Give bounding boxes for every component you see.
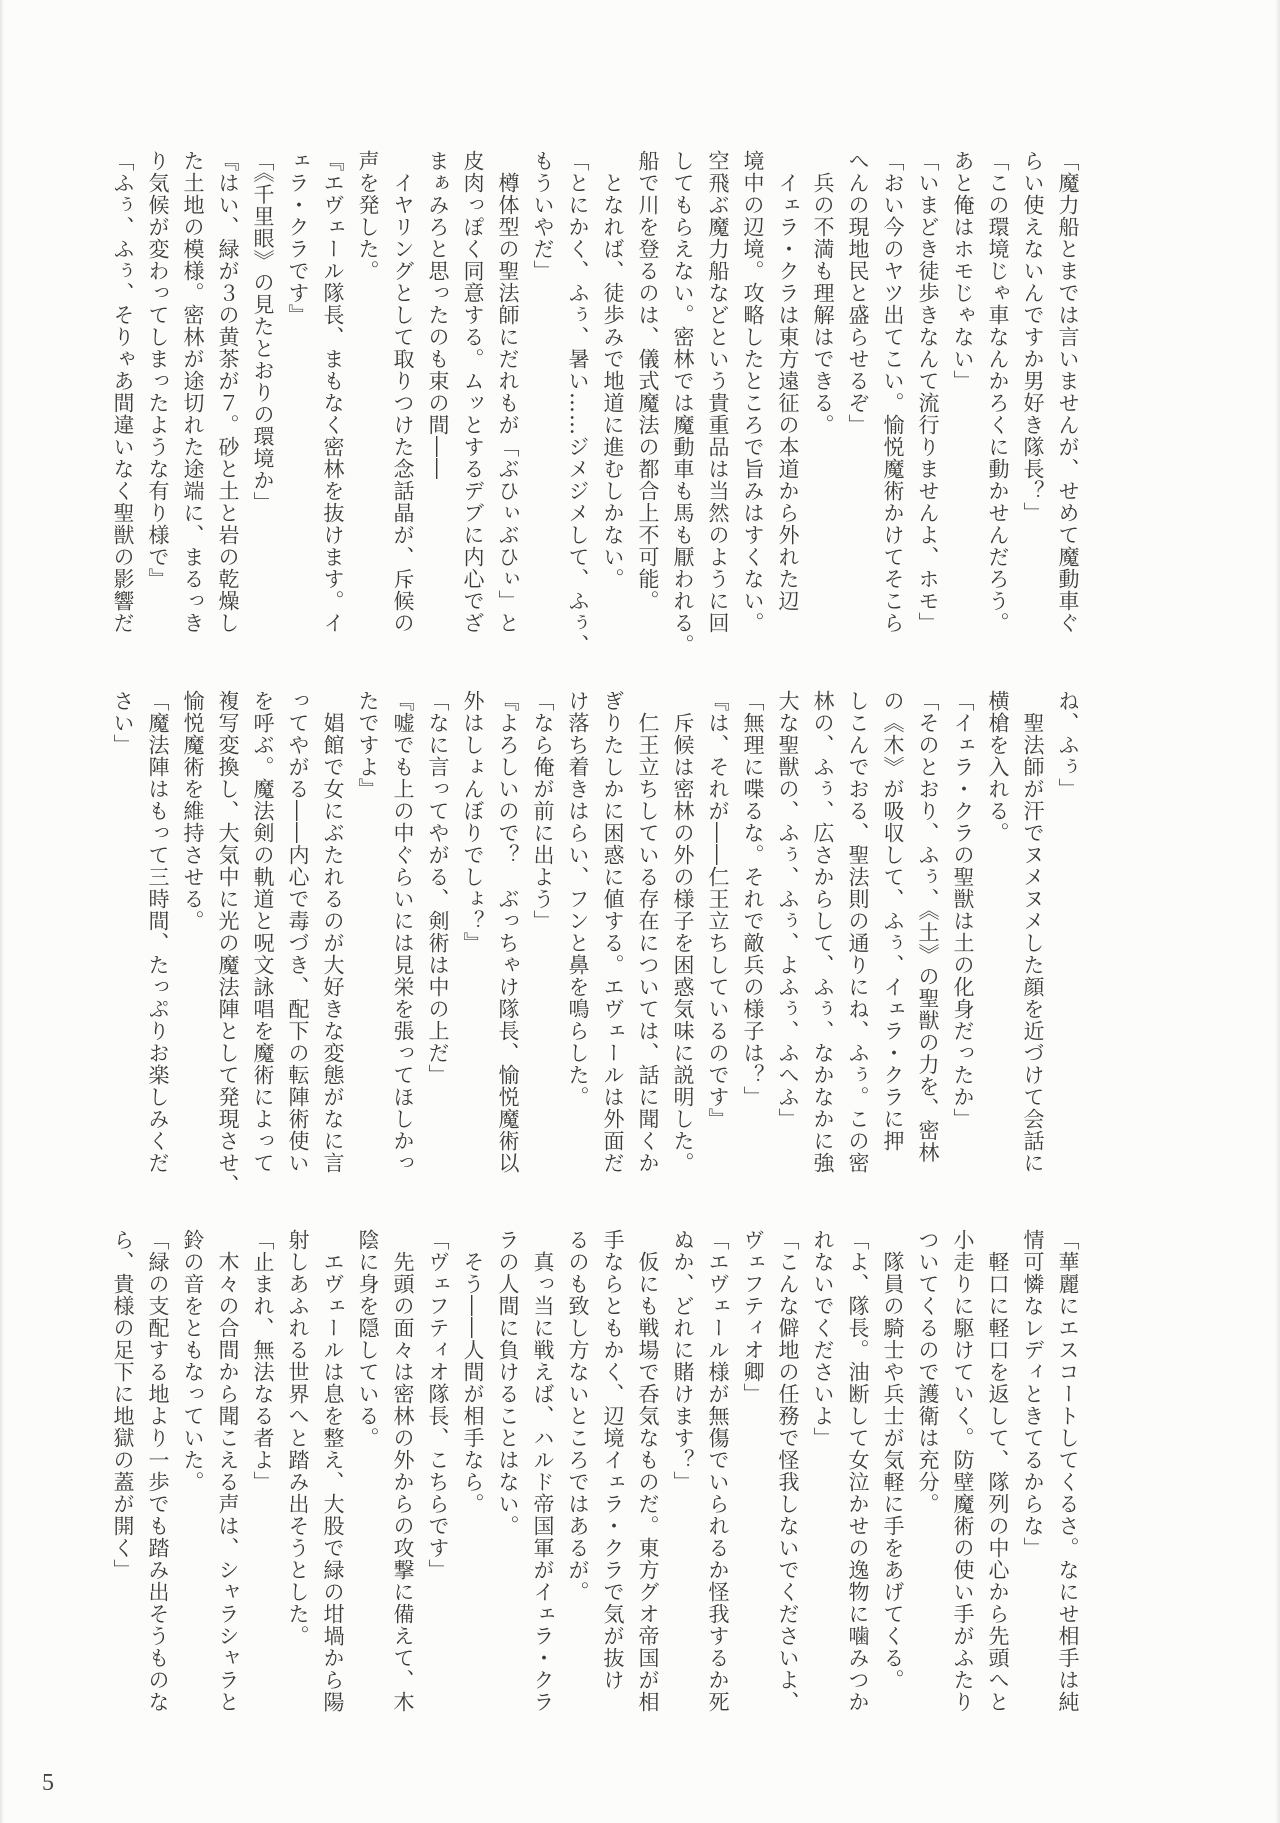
- text-column: 愉悦魔術を維持させる。: [181, 690, 205, 932]
- text-column: り気候が変わってしまったような有り様で』: [146, 150, 170, 590]
- text-column: 「いまどき徒歩きなんて流行りませんよ、ホモ」: [916, 150, 940, 634]
- text-column: 「そのとおり、ふぅ、《土》の聖獣の力を、密林: [916, 690, 940, 1164]
- text-column: たですよ』: [356, 690, 380, 800]
- text-column: 「《千里眼》の見たとおりの環境か」: [251, 150, 275, 514]
- text-column: 情可憐なレディときてるからな」: [1021, 1229, 1045, 1559]
- text-column: 仁王立ちしている存在については、話に聞くか: [636, 690, 660, 1174]
- text-column: の《木》が吸収して、ふぅ、イェラ・クラに押: [881, 690, 905, 1152]
- text-column: らい使えないんですか男好き隊長？」: [1021, 150, 1045, 524]
- text-column: るのも致し方ないところではあるが。: [566, 1229, 590, 1603]
- text-column: となれば、徒歩みで地道に進むしかない。: [601, 150, 625, 590]
- text-column: 外はしょんぼりでしょ？』: [461, 690, 485, 954]
- text-column: 「なに言ってやがる、剣術は中の上だ」: [426, 690, 450, 1086]
- text-column: 『嘘でも上の中ぐらいには見栄を張ってほしかっ: [391, 690, 415, 1174]
- text-column: エヴェールは息を整え、大股で緑の坩堝から陽: [321, 1229, 345, 1713]
- text-column: 「とにかく、ふぅ、暑い……ジメジメして、ふぅ、: [566, 150, 590, 656]
- text-column: さい」: [111, 690, 135, 756]
- text-column: 仮にも戦場で呑気なものだ。東方グオ帝国が相: [636, 1229, 660, 1713]
- text-column: 「ヴェフティオ隊長、こちらです」: [426, 1229, 450, 1581]
- text-column: あと俺はホモじゃない」: [951, 150, 975, 392]
- text-column: 「おい今のヤツ出てこい。愉悦魔術かけてそこら: [881, 150, 905, 634]
- text-column: 『よろしいので？ ぶっちゃけ隊長、愉悦魔術以: [496, 690, 520, 1174]
- text-column: 手ならともかく、辺境イェラ・クラで気が抜け: [601, 1229, 625, 1691]
- text-column: 船で川を登るのは、儀式魔法の都合上不可能。: [636, 150, 660, 612]
- page-number: 5: [42, 1770, 54, 1796]
- text-column: 大な聖獣の、ふぅ、ふぅ、よふぅ、ふへふ」: [776, 690, 800, 1130]
- text-column: 娼館で女にぶたれるのが大好きな変態がなに言: [321, 690, 345, 1174]
- text-column: 『は、それが――仁王立ちしているのです』: [706, 690, 730, 1130]
- text-column: ね、ふぅ」: [1056, 690, 1080, 800]
- text-column: 軽口に軽口を返して、隊列の中心から先頭へと: [986, 1229, 1010, 1713]
- text-column: 「この環境じゃ車なんかろくに動かせんだろう。: [986, 150, 1010, 634]
- text-column: ヴェフティオ卿」: [741, 1229, 765, 1405]
- text-column: もういやだ」: [531, 150, 555, 282]
- text-column: 鈴の音をともなっていた。: [181, 1229, 205, 1493]
- text-column: 「こんな僻地の任務で怪我しないでくださいよ、: [776, 1229, 800, 1713]
- text-column: 「ふぅ、ふぅ、そりゃあ間違いなく聖獣の影響だ: [111, 150, 135, 634]
- text-column: 声を発した。: [356, 150, 380, 282]
- text-column: 複写変換し、大気中に光の魔法陣として発現させ、: [216, 690, 240, 1196]
- text-column: 「イェラ・クラの聖獣は土の化身だったか」: [951, 690, 975, 1130]
- text-column: 「魔法陣はもって三時間、たっぷりお楽しみくだ: [146, 690, 170, 1174]
- text-column: ェラ・クラです』: [286, 150, 310, 326]
- text-column: 真っ当に戦えば、ハルド帝国軍がイェラ・クラ: [531, 1229, 555, 1713]
- text-column: ぬか、どれに賭けます？」: [671, 1229, 695, 1493]
- text-column: まぁみろと思ったのも束の間――: [426, 150, 450, 480]
- text-tier-middle: [105, 690, 1085, 1196]
- text-column: 先頭の面々は密林の外からの攻撃に備えて、木: [391, 1229, 415, 1713]
- text-column: 「止まれ、無法なる者よ」: [251, 1229, 275, 1493]
- text-column: ついてくるので護衛は充分。: [916, 1229, 940, 1515]
- text-column: しこんでおる、聖法則の通りにね、ふぅ。この密: [846, 690, 870, 1174]
- text-column: 「無理に喋るな。それで敵兵の様子は？」: [741, 690, 765, 1108]
- text-column: そう――人間が相手なら。: [461, 1229, 485, 1515]
- text-column: 小走りに駆けていく。防壁魔術の使い手がふたり: [951, 1229, 975, 1713]
- text-column: 「よ、隊長。油断して女泣かせの逸物に噛みつか: [846, 1229, 870, 1713]
- page-edge-shadow-right: [1275, 0, 1280, 1823]
- text-column: 木々の合間から聞こえる声は、シャラシャラと: [216, 1229, 240, 1713]
- text-column: 射しあふれる世界へと踏み出そうとした。: [286, 1229, 310, 1647]
- text-column: 林の、ふぅ、広さからして、ふぅ、なかなかに強: [811, 690, 835, 1174]
- text-column: してもらえない。密林では魔動車も馬も厭われる。: [671, 150, 695, 656]
- text-column: ラの人間に負けることはない。: [496, 1229, 520, 1537]
- text-column: 陰に身を隠している。: [356, 1229, 380, 1449]
- text-column: 境中の辺境。攻略したところで旨みはすくない。: [741, 150, 765, 634]
- text-column: 樽体型の聖法師にだれもが「ぶひぃぶひぃ」と: [496, 150, 520, 634]
- text-column: を呼ぶ。魔法剣の軌道と呪文詠唱を魔術によって: [251, 690, 275, 1174]
- text-column: た土地の模様。密林が途切れた途端に、まるっき: [181, 150, 205, 634]
- text-column: 「華麗にエスコートしてくるさ。なにせ相手は純: [1056, 1229, 1080, 1713]
- text-column: 『エヴェール隊長、まもなく密林を抜けます。イ: [321, 150, 345, 634]
- text-column: 聖法師が汗でヌメヌメした顔を近づけて会話に: [1021, 690, 1045, 1174]
- text-column: 「魔力船とまでは言いませんが、せめて魔動車ぐ: [1056, 150, 1080, 634]
- text-column: 皮肉っぽく同意する。ムッとするデブに内心でざ: [461, 150, 485, 634]
- page-edge-shadow: [0, 0, 4, 1823]
- text-column: 「なら俺が前に出よう」: [531, 690, 555, 932]
- text-column: ぎりたしかに困惑に値する。エヴェールは外面だ: [601, 690, 625, 1174]
- text-column: イヤリングとして取りつけた念話晶が、斥候の: [391, 150, 415, 634]
- text-tier-bottom: [105, 1229, 1085, 1729]
- text-tier-top: [105, 150, 1085, 656]
- text-column: 横槍を入れる。: [986, 690, 1010, 844]
- text-column: 兵の不満も理解はできる。: [811, 150, 835, 436]
- text-column: 『はい、緑が３の黄茶が７。砂と土と岩の乾燥し: [216, 150, 240, 634]
- text-column: ってやがる――内心で毒づき、配下の転陣術使い: [286, 690, 310, 1174]
- text-column: 斥候は密林の外の様子を困惑気味に説明した。: [671, 690, 695, 1174]
- text-column: 空飛ぶ魔力船などという貴重品は当然のように回: [706, 150, 730, 634]
- text-column: け落ち着きはらい、フンと鼻を鳴らした。: [566, 690, 590, 1108]
- text-column: ら、貴様の足下に地獄の蓋が開く」: [111, 1229, 135, 1581]
- text-column: 隊員の騎士や兵士が気軽に手をあげてくる。: [881, 1229, 905, 1691]
- text-column: 「緑の支配する地より一歩でも踏み出そうものな: [146, 1229, 170, 1713]
- text-column: 「エヴェール様が無傷でいられるか怪我するか死: [706, 1229, 730, 1713]
- text-column: れないでくださいよ」: [811, 1229, 835, 1449]
- text-column: へんの現地民と盛らせるぞ」: [846, 150, 870, 436]
- text-column: イェラ・クラは東方遠征の本道から外れた辺: [776, 150, 800, 612]
